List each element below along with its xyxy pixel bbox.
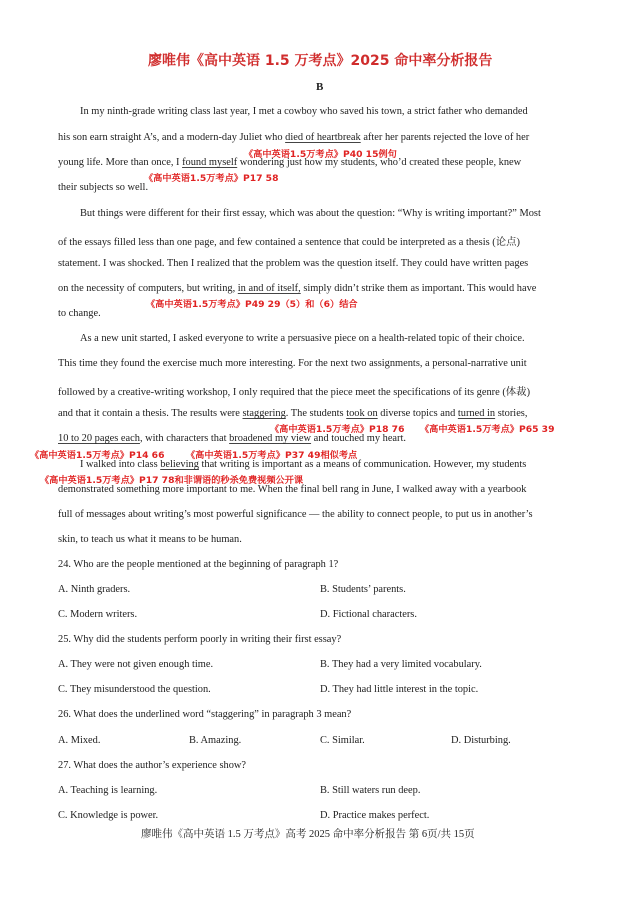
p2-line-1: But things were different for their first essay, which was about the question: “Why is writing important?” Most	[80, 208, 541, 219]
p3-line-1: As a new unit started, I asked everyone to write a persuasive piece on a health-related topic of their choice.	[80, 333, 525, 344]
question-24: 24. Who are the people mentioned at the beginning of paragraph 1?	[58, 559, 339, 570]
underlined-phrase: died of heartbreak	[285, 132, 361, 143]
question-26: 26. What does the underlined word “staggering” in paragraph 3 mean?	[58, 709, 352, 720]
q26-option-b: B. Amazing.	[189, 735, 242, 746]
q27-option-c: C. Knowledge is power.	[58, 810, 159, 821]
annotation: 《高中英语1.5万考点》P37 49相似考点	[186, 450, 358, 461]
q25-option-a: A. They were not given enough time.	[58, 659, 214, 670]
p4-line-3: full of messages about writing’s most powerful significance — the ability to connect people, to put us in another’s	[58, 509, 533, 520]
p4-line-1: I walked into class believing that writing is important as a means of communication. However, my students	[80, 459, 527, 470]
question-25: 25. Why did the students perform poorly in writing their first essay?	[58, 634, 342, 645]
annotation: 《高中英语1.5万考点》P40 15例句	[244, 149, 397, 160]
underlined-phrase: found myself	[182, 157, 238, 168]
q27-option-a: A. Teaching is learning.	[58, 785, 158, 796]
p3-line-5: 10 to 20 pages each, with characters that broadened my view and touched my heart.	[58, 433, 406, 444]
q25-option-b: B. They had a very limited vocabulary.	[320, 659, 482, 670]
q27-option-d: D. Practice makes perfect.	[320, 810, 430, 821]
q24-option-b: B. Students’ parents.	[320, 584, 406, 595]
p4-line-2: demonstrated something more important to me. When the final bell rang in June, I walked away with a yearbook	[58, 484, 527, 495]
p2-line-3: statement. I was shocked. Then I realized that the problem was the question itself. They could have written pages	[58, 258, 529, 269]
section-label: B	[316, 81, 324, 93]
page-title: 廖唯伟《高中英语 1.5 万考点》2025 命中率分析报告	[148, 53, 493, 69]
annotation: 《高中英语1.5万考点》P49 29（5）和（6）结合	[146, 299, 358, 310]
underlined-word-staggering: staggering	[242, 408, 286, 419]
q25-option-d: D. They had little interest in the topic.	[320, 684, 479, 695]
q26-option-d: D. Disturbing.	[451, 735, 511, 746]
p1-line-3: young life. More than once, I found myself wondering just how my students, who’d created these people, knew	[58, 157, 522, 168]
page-footer: 廖唯伟《高中英语 1.5 万考点》高考 2025 命中率分析报告 第 6页/共 15页	[141, 829, 475, 840]
q24-option-a: A. Ninth graders.	[58, 584, 131, 595]
p3-line-4: and that it contain a thesis. The results were staggering. The students took on diverse topics and turned in stories,	[58, 408, 528, 419]
underlined-phrase: believing	[160, 459, 199, 470]
underlined-phrase: broadened my view	[229, 433, 312, 444]
q24-option-d: D. Fictional characters.	[320, 609, 417, 620]
p2-line-4: on the necessity of computers, but writing, in and of itself, simply didn’t strike them as important. This would have	[58, 283, 537, 294]
p4-line-4: skin, to teach us what it means to be human.	[58, 534, 242, 545]
underlined-phrase: turned in	[457, 408, 496, 419]
q24-option-c: C. Modern writers.	[58, 609, 138, 620]
p2-line-5: to change.	[58, 308, 101, 319]
annotation: 《高中英语1.5万考点》P17 58	[144, 173, 279, 184]
underlined-phrase: took on	[346, 408, 378, 419]
q25-option-c: C. They misunderstood the question.	[58, 684, 211, 695]
underlined-phrase: 10 to 20 pages each	[58, 433, 140, 444]
annotation: 《高中英语1.5万考点》P65 39	[420, 424, 555, 435]
p1-line-2: his son earn straight A’s, and a modern-day Juliet who died of heartbreak after her parents rejected the love of her	[58, 132, 530, 143]
annotation: 《高中英语1.5万考点》P17 78和非谓语的秒杀免费视频公开课	[40, 475, 304, 486]
underlined-phrase: in and of itself,	[237, 283, 301, 294]
p1-line-4: their subjects so well.	[58, 182, 149, 193]
question-27: 27. What does the author’s experience show?	[58, 760, 247, 771]
q26-option-a: A. Mixed.	[58, 735, 101, 746]
q26-option-c: C. Similar.	[320, 735, 365, 746]
annotation: 《高中英语1.5万考点》P14 66	[30, 450, 165, 461]
p3-line-2: This time they found the exercise much more interesting. For the next two assignments, a personal-narrative unit	[58, 358, 527, 369]
q27-option-b: B. Still waters run deep.	[320, 785, 421, 796]
p2-line-2: of the essays filled less than one page, and few contained a sentence that could be interpreted as a thesis (论点)	[58, 237, 520, 248]
annotation: 《高中英语1.5万考点》P18 76	[270, 424, 405, 435]
p3-line-3: followed by a creative-writing workshop, I only required that the piece meet the specifications of its genre (体裁)	[58, 387, 531, 398]
p1-line-1: In my ninth-grade writing class last year, I met a cowboy who saved his town, a strict father who demanded	[80, 106, 528, 117]
